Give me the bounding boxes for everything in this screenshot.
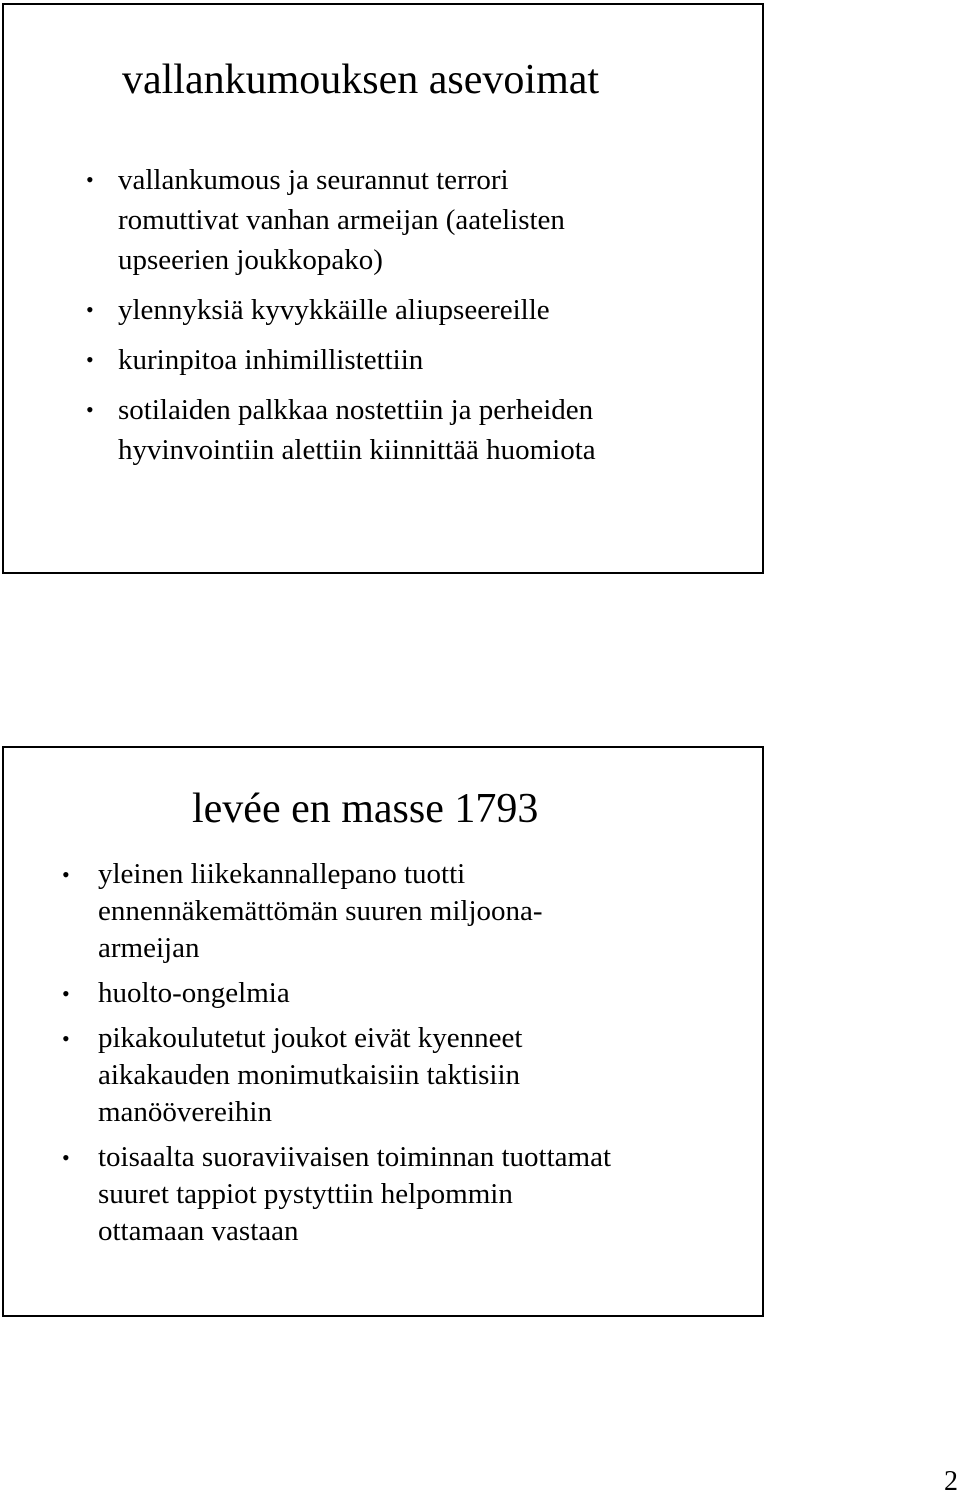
- bullet-text: huolto-ongelmia: [98, 977, 290, 1009]
- list-item: [86, 340, 746, 380]
- bullet-icon: •: [86, 347, 94, 372]
- bullet-text: sotilaiden palkkaa nostettiin ja perheiden hyvinvointiin alettiin kiinnittää huomiota: [118, 394, 596, 466]
- list-item: [62, 1139, 742, 1250]
- bullet-list: [62, 856, 742, 1258]
- slide-title: vallankumouksen asevoimat: [122, 57, 600, 103]
- bullet-text: pikakoulutetut joukot eivät kyenneet aikakauden monimutkaisiin taktisiin manöövereihin: [98, 1022, 523, 1128]
- bullet-icon: •: [62, 1145, 70, 1170]
- slide-2: [2, 746, 764, 1317]
- list-item: [62, 975, 742, 1012]
- bullet-icon: •: [86, 167, 94, 192]
- bullet-text: yleinen liikekannallepano tuotti ennennäkemättömän suuren miljoona- armeijan: [98, 858, 543, 964]
- list-item: [86, 390, 746, 470]
- bullet-list: [86, 160, 746, 480]
- bullet-text: ylennyksiä kyvykkäille aliupseereille: [118, 294, 550, 326]
- bullet-icon: •: [62, 862, 70, 887]
- slide-title: levée en masse 1793: [192, 786, 539, 832]
- bullet-icon: •: [62, 1026, 70, 1051]
- slide-1: [2, 3, 764, 574]
- page-number: 2: [944, 1466, 958, 1497]
- bullet-icon: •: [86, 297, 94, 322]
- list-item: [62, 856, 742, 967]
- list-item: [62, 1020, 742, 1131]
- list-item: [86, 290, 746, 330]
- list-item: [86, 160, 746, 280]
- bullet-text: vallankumous ja seurannut terrori romuttivat vanhan armeijan (aatelisten upseerien joukkopako): [118, 164, 565, 276]
- bullet-icon: •: [86, 397, 94, 422]
- bullet-text: toisaalta suoraviivaisen toiminnan tuottamat suuret tappiot pystyttiin helpommin ottamaan vastaan: [98, 1141, 612, 1247]
- bullet-icon: •: [62, 981, 70, 1006]
- bullet-text: kurinpitoa inhimillistettiin: [118, 344, 424, 376]
